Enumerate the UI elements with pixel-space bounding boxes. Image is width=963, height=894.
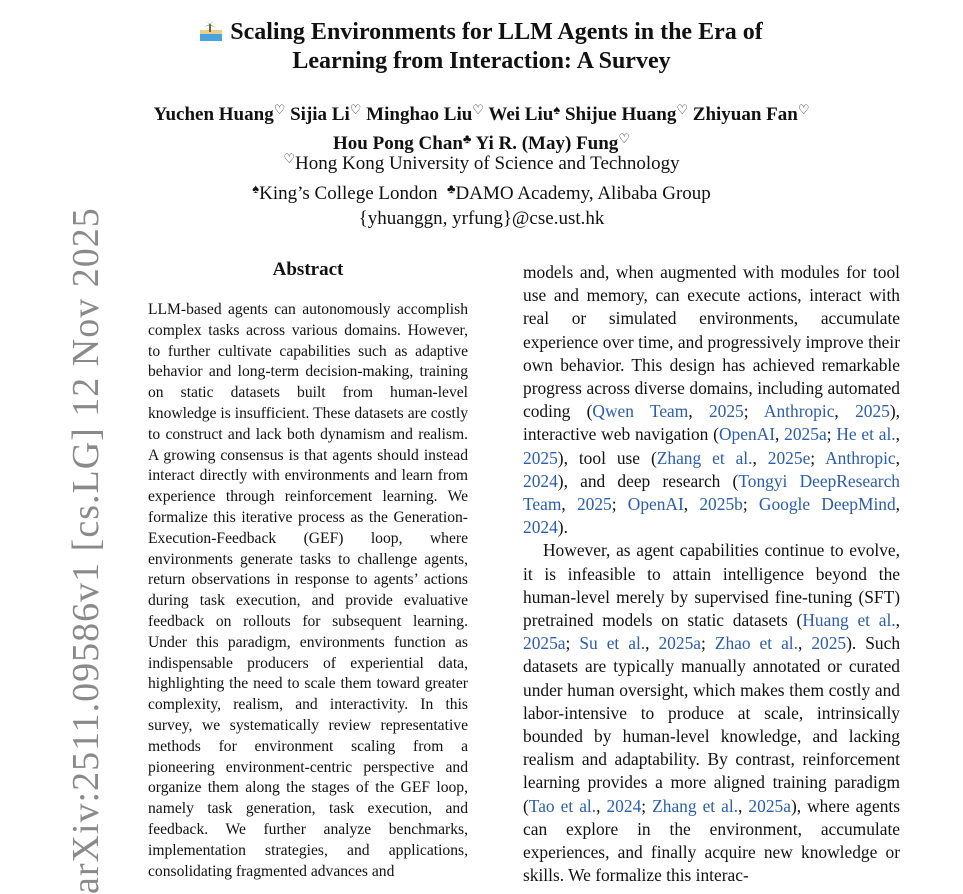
- citation-link[interactable]: 2025a: [784, 424, 827, 445]
- affil-marker: ♡: [273, 102, 286, 117]
- affil-marker: ♡: [618, 131, 630, 146]
- body-text: ,: [895, 610, 900, 631]
- author-name: Yuchen Huang: [153, 104, 274, 125]
- author-name: Shijue Huang: [564, 104, 677, 125]
- author-name: Yi R. (May) Fung: [475, 133, 619, 154]
- author-name: Sijia Li: [290, 104, 350, 125]
- abstract-body: LLM-based agents can autonomously accomplish complex tasks across various domains. However, to further cultivate capabilities such as adaptive behavior and long-term decision-making, training on static datasets built from human-level knowledge is insufficient. These datasets are costly to construct and lack both dynamism and realism. A growing consensus is that agents should instead interact directly with environments and learn from experience through reinforcement learning. We formalize this iterative process as the Generation-Execution-Feedback (GEF) loop, where environments generate tasks to challenge agents, return observations in response to agents’ actions during task execution, and provide evaluative feedback on rollouts for subsequent learning. Under this paradigm, environments function as indispensable producers of experiential data, highlighting the need to scale them toward greater complexity, realism, and interactivity. In this survey, we systematically review representative methods for environment scaling from a pioneering environment-centric perspective and organize them along the stages of the GEF loop, namely task generation, task execution, and feedback. We further analyze benchmarks, implementation strategies, and applications, consolidating fragmented advances and: [148, 301, 468, 880]
- body-text: ), interactive web navigation (: [523, 401, 900, 445]
- citation-link[interactable]: 2025b: [699, 494, 743, 515]
- body-text: ;: [701, 633, 715, 654]
- citation-link[interactable]: 2025a: [658, 633, 701, 654]
- body-text: ,: [596, 795, 607, 816]
- citation-link[interactable]: 2025e: [767, 447, 811, 468]
- author-name: Minghao Liu: [366, 104, 473, 125]
- citation-link[interactable]: Anthropic: [763, 401, 835, 422]
- affil-marker: ♠: [252, 181, 260, 196]
- citation-link[interactable]: Zhang et al.: [656, 447, 753, 468]
- body-text: ,: [752, 447, 768, 468]
- affil-marker: ♡: [797, 102, 810, 117]
- body-text: ), tool use (: [557, 447, 657, 468]
- citation-link[interactable]: 2025: [855, 401, 890, 422]
- author-row-1: [0, 98, 963, 127]
- citation-link[interactable]: 2025a: [523, 633, 566, 654]
- body-text: ,: [834, 401, 856, 422]
- body-text: ,: [895, 447, 900, 468]
- affil-marker: ♡: [349, 102, 362, 117]
- body-text: ), where agents can explore in the environment, accumulate experiences, and finally acquire new knowledge or skills. We formalize this interac-: [523, 795, 901, 886]
- body-text: ,: [797, 633, 812, 654]
- author-name: Hou Pong Chan: [333, 133, 463, 154]
- affil-marker: ♡: [472, 102, 484, 117]
- affil-marker: ♡: [283, 151, 296, 166]
- affiliations: [0, 146, 963, 231]
- body-text: ,: [561, 494, 577, 515]
- citation-link[interactable]: Zhao et al.: [714, 633, 798, 654]
- contact-email: {yhuanggn, yrfung}@cse.ust.hk: [358, 208, 605, 229]
- body-text: ,: [895, 424, 900, 445]
- affiliation-hkust: [0, 146, 963, 176]
- affiliation-text: King’s College London: [259, 183, 438, 204]
- citation-link[interactable]: Qwen Team: [592, 401, 689, 422]
- citation-link[interactable]: 2024: [523, 470, 558, 491]
- citation-link[interactable]: 2025: [523, 447, 558, 468]
- body-text: ;: [810, 447, 826, 468]
- body-text: ;: [826, 424, 837, 445]
- citation-link[interactable]: OpenAI: [627, 494, 684, 515]
- citation-link[interactable]: 2024: [606, 795, 642, 816]
- affiliation-text: Hong Kong University of Science and Technology: [295, 153, 680, 174]
- paper-title: [0, 18, 963, 76]
- body-text: ,: [688, 401, 709, 422]
- island-emoji-icon: [200, 20, 222, 40]
- body-text: ). Such datasets are typically manually annotated or curated under human oversight, which makes them costly and labor-intensive to produce at scale, intrinsically bounded by human-level knowledge, and lacking realism and adaptability. By contrast, reinforcement learning provides a more aligned training paradigm (: [523, 633, 901, 816]
- body-text: ;: [743, 401, 764, 422]
- body-text: ;: [565, 633, 580, 654]
- affiliation-text: DAMO Academy, Alibaba Group: [455, 183, 711, 204]
- citation-link[interactable]: 2025: [708, 401, 744, 422]
- author-name: Zhiyuan Fan: [692, 104, 798, 125]
- body-text: ;: [611, 494, 628, 515]
- citation-link[interactable]: Huang et al.: [802, 610, 896, 631]
- citation-link[interactable]: Anthropic: [825, 447, 896, 468]
- body-text: ;: [742, 494, 759, 515]
- citation-link[interactable]: Tongyi DeepResearch Team: [523, 470, 900, 515]
- citation-link[interactable]: 2025: [576, 494, 612, 515]
- citation-link[interactable]: 2025a: [748, 795, 791, 816]
- affil-marker: ♠: [553, 102, 561, 117]
- body-text: models and, when augmented with modules for tool use and memory, can execute actions, interact with real or simulated environments, accumulate experience over time, and progressively improve their own behavior. This design has achieved remarkable progress across diverse domains, including automated coding (: [523, 262, 900, 422]
- body-text: ,: [895, 494, 901, 515]
- affil-marker: ♡: [676, 102, 689, 117]
- affil-marker: ♣: [462, 131, 472, 146]
- author-name: Wei Liu: [488, 104, 554, 125]
- citation-link[interactable]: He et al.: [836, 424, 896, 445]
- body-text: ;: [641, 795, 653, 816]
- body-text: ).: [557, 517, 568, 538]
- body-text: ,: [645, 633, 659, 654]
- citation-link[interactable]: Zhang et al.: [652, 795, 739, 816]
- body-text: However, as agent capabilities continue to evolve, it is infeasible to attain intelligence beyond the human-level merely by supervised fine-tuning (SFT) pretrained models on static datasets (: [523, 540, 900, 631]
- citation-link[interactable]: Tao et al.: [528, 795, 597, 816]
- affiliation-kcl-damo: [0, 176, 963, 206]
- intro-paragraph-1: [523, 261, 900, 539]
- body-text: ,: [683, 494, 700, 515]
- intro-paragraph-2: [523, 539, 900, 887]
- citation-link[interactable]: Google DeepMind: [758, 494, 896, 515]
- citation-link[interactable]: 2025: [811, 633, 847, 654]
- affil-marker: ♣: [447, 181, 456, 196]
- arxiv-stamp: [8, 207, 107, 894]
- title-text-1: Scaling Environments for LLM Agents in the Era of: [230, 19, 763, 45]
- body-text: ), and deep research (: [557, 470, 739, 491]
- abstract-heading: Abstract: [272, 259, 344, 280]
- body-text: ,: [738, 795, 749, 816]
- citation-link[interactable]: Su et al.: [579, 633, 646, 654]
- arxiv-stamp-text: arXiv:2511.09586v1 [cs.LG] 12 Nov 2025: [65, 207, 107, 894]
- citation-link[interactable]: 2024: [523, 517, 558, 538]
- body-text: ,: [775, 424, 785, 445]
- title-line-2: Learning from Interaction: A Survey: [292, 48, 671, 74]
- title-line-1: [0, 18, 963, 47]
- intro-column: [523, 261, 900, 887]
- citation-link[interactable]: OpenAI: [718, 424, 775, 445]
